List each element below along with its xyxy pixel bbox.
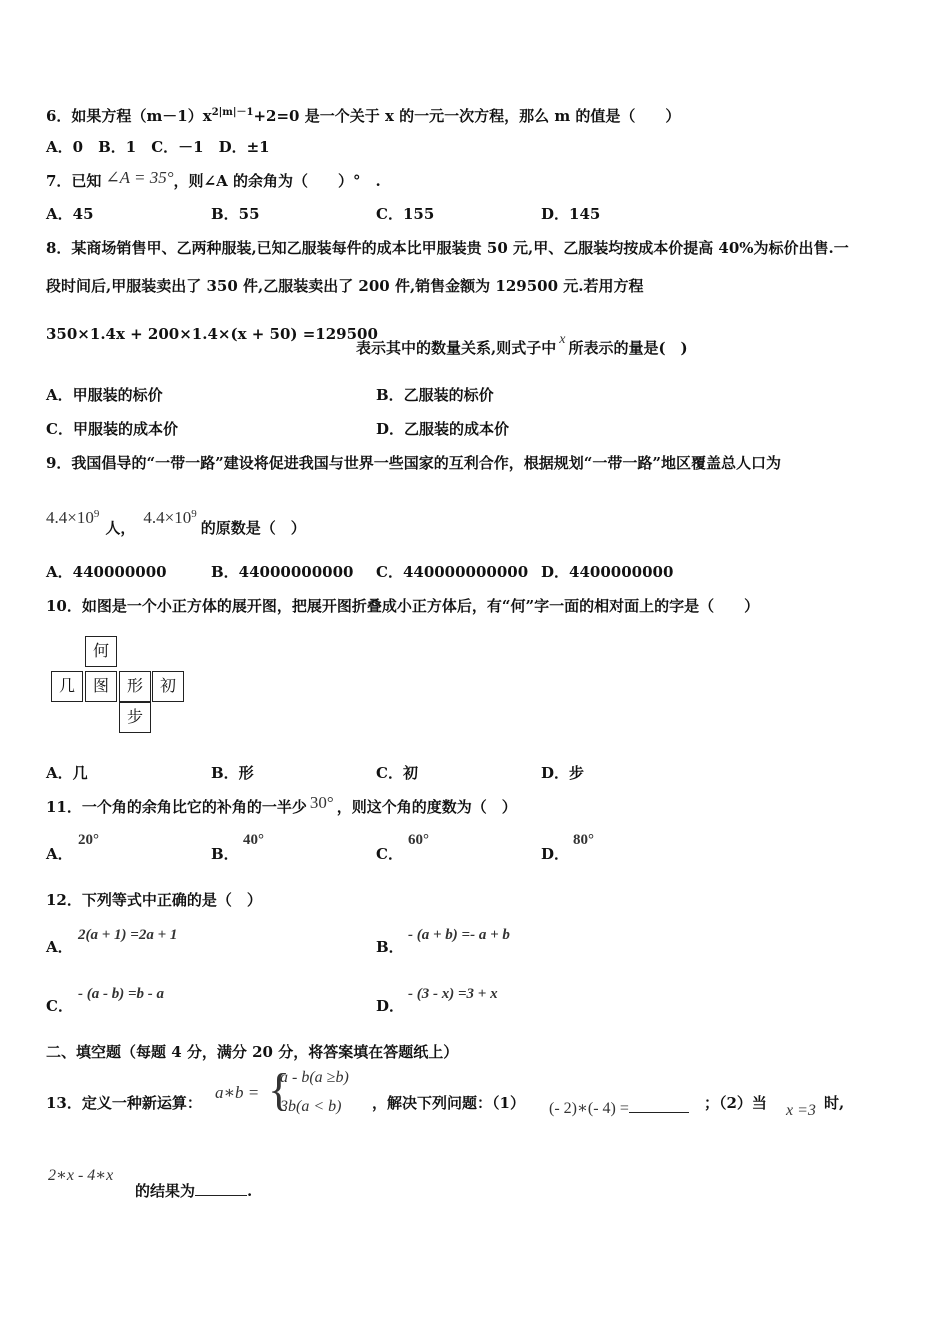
q7-option-a: A．45 (46, 205, 94, 223)
q11-option-a-value: 20° (78, 832, 99, 848)
q13-stem-c: ；（2）当 (704, 1094, 767, 1112)
q12-option-a-label: A． (46, 938, 73, 956)
q6-options: A．0 B．1 C．－1 D．±1 (46, 138, 270, 156)
q11-stem (46, 793, 517, 817)
q11-option-d-label: D． (541, 845, 570, 863)
q8-line2: 段时间后,甲服装卖出了 350 件,乙服装卖出了 200 件,销售金额为 129500 元.若用方程 (46, 277, 644, 295)
q8-equation: 350×1.4x + 200×1.4×(x + 50) =129500 (46, 325, 378, 343)
q12-option-c-expr: - (a - b) =b - a (78, 986, 165, 1002)
q11-option-a-label: A． (46, 845, 73, 863)
q11-option-b-value: 40° (243, 832, 264, 848)
q9-num1: 4.4×10 (46, 508, 94, 527)
q9-num2: 4.4×10 (143, 508, 192, 527)
q12-option-b-expr: - (a + b) =- a + b (408, 927, 510, 943)
q8-option-d: D．乙服装的成本价 (376, 420, 510, 438)
q8-stem-d: 所表示的量是( ) (568, 339, 688, 357)
q13-expr2: 2∗x - 4∗x (48, 1167, 114, 1184)
q13-answer-blank-2[interactable] (195, 1181, 247, 1196)
q13-cond: x =3 (786, 1102, 816, 1119)
q9-mid: 人， (105, 519, 136, 537)
q9-exp1: 9 (93, 508, 100, 520)
net-cell-xing: 形 (119, 671, 151, 702)
q9-stem-end: 的原数是（ ） (200, 519, 306, 537)
q11-option-c-label: C． (376, 845, 403, 863)
q10-stem: 10．如图是一个小正方体的展开图，把展开图折叠成小正方体后，有“何”字一面的相对面上的字是（ ） (46, 597, 760, 615)
q9-line2 (46, 504, 306, 537)
q13-stem-b: ，解决下列问题：（1） (372, 1094, 525, 1112)
net-cell-he: 何 (85, 636, 117, 667)
q13-stem-e: 的结果为 (135, 1182, 196, 1200)
net-cell-bu: 步 (119, 702, 151, 733)
q7-stem (46, 168, 381, 191)
q7-option-d: D．145 (541, 205, 601, 223)
q13-stem-f: . (247, 1182, 253, 1200)
q8-option-c: C．甲服装的成本价 (46, 420, 178, 438)
section2-title: 二、填空题（每题 4 分，满分 20 分，将答案填在答题纸上） (46, 1043, 459, 1061)
q6-stem-a: 6．如果方程（m－1）x (46, 107, 212, 125)
q8-stem-rest (356, 332, 688, 360)
q7-math: ∠A = 35° (105, 168, 174, 187)
q12-option-a-expr: 2(a + 1) =2a + 1 (78, 927, 178, 943)
q11-option-d-value: 80° (573, 832, 594, 848)
q7-option-b: B．55 (211, 205, 260, 223)
q13-case1: a - b(a ≥b) (280, 1069, 349, 1086)
q8-line1: 8．某商场销售甲、乙两种服装,已知乙服装每件的成本比甲服装贵 50 元,甲、乙服装均按成本价提高 40%为标价出售.一 (46, 239, 849, 257)
q13-stem-a: 13．定义一种新运算： (46, 1094, 202, 1112)
q11-stem-a: 11．一个角的余角比它的补角的一半少 (46, 798, 307, 816)
q7-option-c: C．155 (376, 205, 435, 223)
q12-option-d-label: D． (376, 997, 405, 1015)
q13-stem-d: 时, (824, 1094, 845, 1112)
q12-option-c-label: C． (46, 997, 73, 1015)
q13-case2: 3b(a < b) (280, 1098, 342, 1115)
q10-option-d: D．步 (541, 764, 585, 782)
q8-stem-c: 表示其中的数量关系,则式子中 (356, 339, 557, 357)
q12-option-d-expr: - (3 - x) =3 + x (408, 986, 498, 1002)
q12-option-b-label: B． (376, 938, 404, 956)
q9-line1: 9．我国倡导的“一带一路”建设将促进我国与世界一些国家的互利合作，根据规划“一带一路”地区覆盖总人口为 (46, 454, 781, 472)
q8-option-a: A．甲服装的标价 (46, 386, 163, 404)
q9-option-c: C．440000000000 (376, 563, 529, 581)
q11-option-b-label: B． (211, 845, 239, 863)
q6-stem (46, 103, 680, 126)
q7-stem-b: ，则∠A 的余角为（ ）° . (173, 172, 381, 190)
q9-option-d: D．4400000000 (541, 563, 674, 581)
q9-exp2: 9 (191, 508, 197, 520)
net-cell-ji: 几 (51, 671, 83, 702)
q13-def-lhs: a∗b = (215, 1083, 260, 1102)
q9-option-a: A．440000000 (46, 563, 167, 581)
q8-var: x (559, 332, 566, 347)
net-cell-chu: 初 (152, 671, 184, 702)
q13-expr1-text: (- 2)∗(- 4) = (549, 1100, 629, 1117)
q7-stem-a: 7．已知 (46, 172, 102, 190)
q13-answer-blank-1[interactable] (629, 1098, 689, 1113)
q6-exponent: 2|m|－1 (211, 107, 254, 118)
q11-option-c-value: 60° (408, 832, 429, 848)
q13-stem-e-line (135, 1181, 252, 1201)
q12-stem: 12．下列等式中正确的是（ ） (46, 891, 262, 909)
q10-option-a: A．几 (46, 764, 88, 782)
cube-net-figure (51, 636, 191, 736)
q8-option-b: B．乙服装的标价 (376, 386, 494, 404)
q10-option-b: B．形 (211, 764, 254, 782)
q9-option-b: B．44000000000 (211, 563, 354, 581)
q6-stem-b: +2=0 是一个关于 x 的一元一次方程，那么 m 的值是（ ） (253, 107, 681, 125)
net-cell-tu: 图 (85, 671, 117, 702)
q11-stem-b: ，则这个角的度数为（ ） (336, 798, 517, 816)
q10-option-c: C．初 (376, 764, 418, 782)
q11-math: 30° (309, 793, 334, 812)
q13-brace: { (268, 1064, 291, 1115)
q13-expr1 (549, 1098, 689, 1119)
